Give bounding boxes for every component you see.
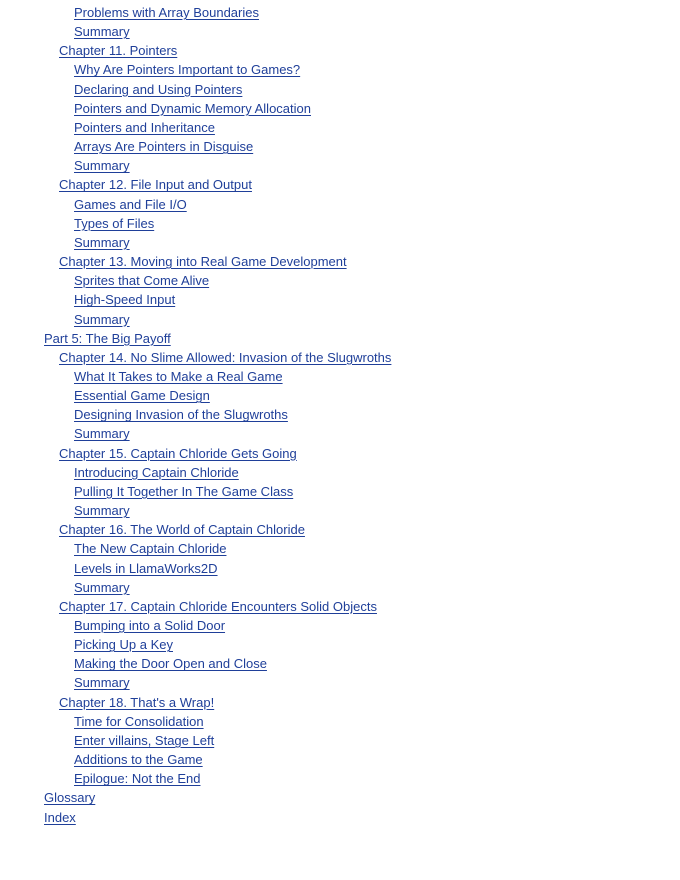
toc-entry (0, 80, 680, 99)
section-link[interactable]: Designing Invasion of the Slugwroths (74, 407, 288, 423)
toc-entry (0, 654, 680, 673)
section-link[interactable]: Pulling It Together In The Game Class (74, 483, 294, 499)
section-link[interactable]: Bumping into a Solid Door (74, 618, 226, 633)
chapter-link[interactable]: Chapter 11. Pointers (59, 43, 178, 59)
section-link[interactable]: Declaring and Using Pointers (74, 81, 243, 97)
section-link[interactable]: Types of Files (74, 215, 155, 231)
toc-entry (0, 501, 680, 520)
toc-entry (0, 405, 680, 424)
toc-entry (0, 788, 680, 807)
chapter-link[interactable]: Chapter 13. Moving into Real Game Development (59, 254, 347, 270)
toc-entry (0, 482, 680, 501)
section-link[interactable]: Enter villains, Stage Left (74, 732, 215, 748)
toc-entry (0, 386, 680, 405)
toc-entry (0, 41, 680, 60)
toc-entry (0, 310, 680, 329)
chapter-link[interactable]: Chapter 18. That's a Wrap! (59, 694, 215, 710)
toc-entry (0, 233, 680, 252)
section-link[interactable]: Problems with Array Boundaries (74, 5, 259, 20)
toc-entry (0, 463, 680, 482)
section-link[interactable]: Making the Door Open and Close (74, 656, 267, 672)
section-link[interactable]: High-Speed Input (74, 292, 176, 308)
section-link[interactable]: What It Takes to Make a Real Game (74, 368, 283, 384)
toc-entry (0, 444, 680, 463)
toc-entry (0, 750, 680, 769)
toc-entry (0, 539, 680, 558)
toc-entry (0, 118, 680, 137)
part-link[interactable]: Glossary (44, 790, 96, 806)
toc-entry (0, 175, 680, 194)
toc-entry (0, 424, 680, 443)
section-link[interactable]: Additions to the Game (74, 752, 203, 768)
toc-entry (0, 271, 680, 290)
toc-entry (0, 578, 680, 597)
toc-entry (0, 348, 680, 367)
toc-entry (0, 693, 680, 712)
toc-entry (0, 559, 680, 578)
toc-entry (0, 731, 680, 750)
toc-entry (0, 329, 680, 348)
section-link[interactable]: Summary (74, 158, 130, 174)
section-link[interactable]: Summary (74, 503, 130, 519)
section-link[interactable]: Epilogue: Not the End (74, 771, 201, 787)
toc-entry (0, 808, 680, 827)
toc-entry (0, 99, 680, 118)
section-link[interactable]: Sprites that Come Alive (74, 273, 210, 289)
section-link[interactable]: Time for Consolidation (74, 713, 204, 729)
toc-entry (0, 712, 680, 731)
toc-entry (0, 290, 680, 309)
section-link[interactable]: Summary (74, 675, 130, 691)
section-link[interactable]: Why Are Pointers Important to Games? (74, 62, 301, 78)
part-link[interactable]: Index (44, 809, 76, 825)
section-link[interactable]: Summary (74, 234, 130, 250)
section-link[interactable]: Summary (74, 311, 130, 327)
chapter-link[interactable]: Chapter 16. The World of Captain Chloride (59, 522, 305, 538)
section-link[interactable]: Arrays Are Pointers in Disguise (74, 139, 254, 155)
chapter-link[interactable]: Chapter 12. File Input and Output (59, 177, 252, 193)
toc-entry (0, 673, 680, 692)
toc-entry (0, 156, 680, 175)
toc-entry (0, 252, 680, 271)
toc-entry (0, 60, 680, 79)
section-link[interactable]: Pointers and Inheritance (74, 119, 215, 135)
section-link[interactable]: Games and File I/O (74, 196, 187, 212)
part-link[interactable]: Part 5: The Big Payoff (44, 330, 171, 346)
toc-entry (0, 3, 680, 22)
chapter-link[interactable]: Chapter 15. Captain Chloride Gets Going (59, 445, 297, 461)
section-link[interactable]: Summary (74, 24, 130, 40)
chapter-link[interactable]: Chapter 14. No Slime Allowed: Invasion of the Slugwroths (59, 349, 392, 365)
section-link[interactable]: Summary (74, 579, 130, 595)
toc-entry (0, 769, 680, 788)
toc-entry (0, 520, 680, 539)
toc-entry (0, 137, 680, 156)
section-link[interactable]: Levels in LlamaWorks2D (74, 560, 218, 576)
toc-entry (0, 367, 680, 386)
section-link[interactable]: The New Captain Chloride (74, 541, 227, 557)
section-link[interactable]: Introducing Captain Chloride (74, 464, 239, 480)
toc-entry (0, 635, 680, 654)
section-link[interactable]: Summary (74, 426, 130, 442)
chapter-link[interactable]: Chapter 17. Captain Chloride Encounters Solid Objects (59, 598, 377, 614)
toc-entry (0, 195, 680, 214)
toc-entry (0, 214, 680, 233)
toc-entry (0, 22, 680, 41)
section-link[interactable]: Pointers and Dynamic Memory Allocation (74, 100, 311, 116)
toc-entry (0, 616, 680, 635)
toc-entry (0, 597, 680, 616)
section-link[interactable]: Picking Up a Key (74, 637, 173, 653)
section-link[interactable]: Essential Game Design (74, 388, 210, 404)
table-of-contents (0, 3, 680, 827)
